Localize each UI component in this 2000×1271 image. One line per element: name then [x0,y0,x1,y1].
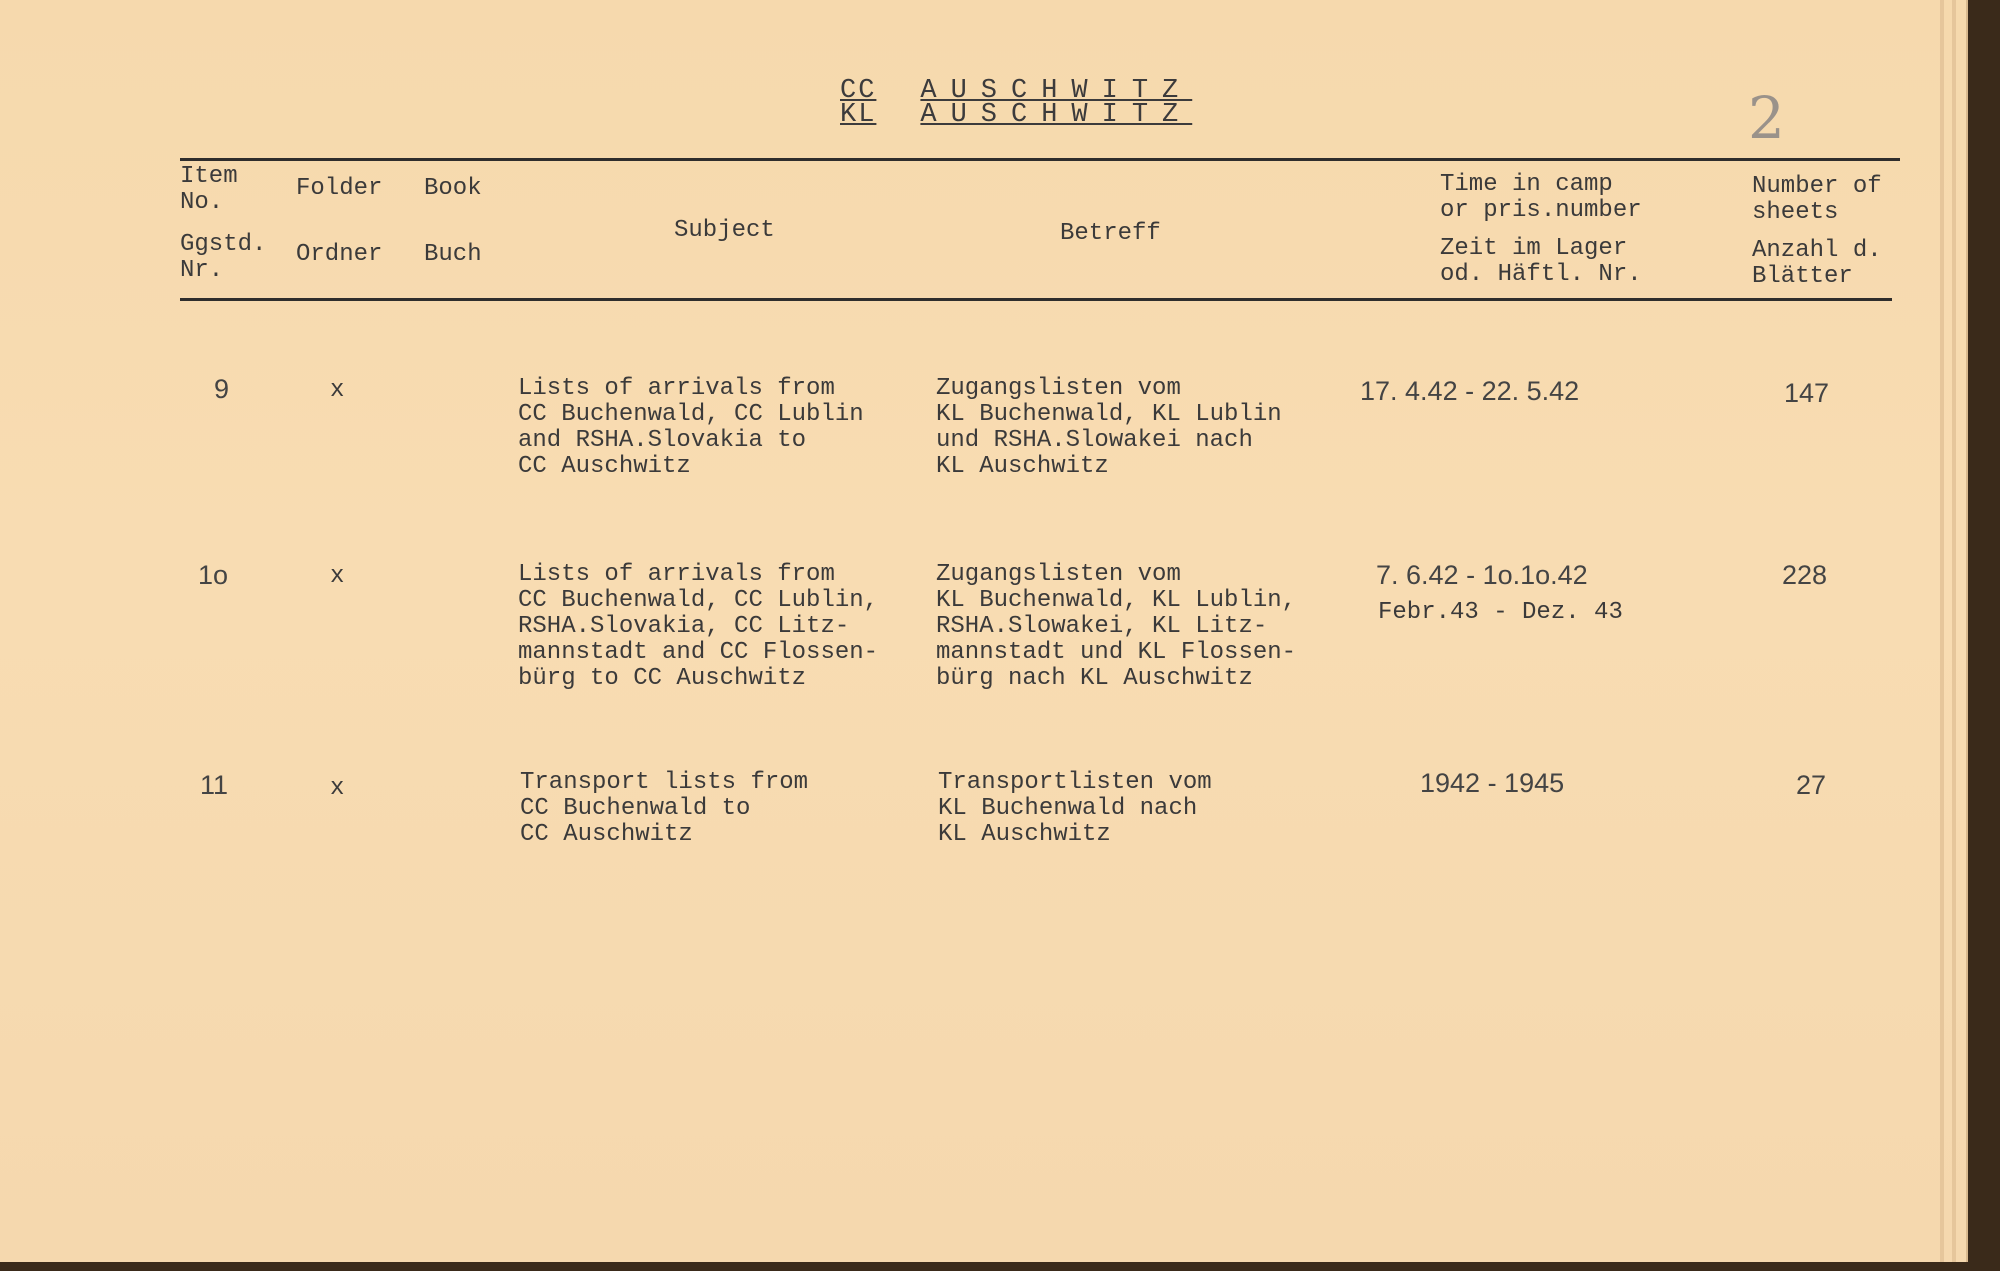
page-title-german [840,100,1192,130]
row-subject: Lists of arrivals from CC Buchenwald, CC Lublin, RSHA.Slovakia, CC Litz- mannstadt and CC Flossen- bürg to CC Auschwitz [518,561,879,692]
row-sheets: 27 [1796,770,1827,800]
header-folder-en: Folder [296,175,383,202]
header-item-en: Item No. [180,163,238,216]
header-book-en: Book [424,175,482,202]
row-item-number: 1o [198,560,229,590]
title-prefix-kl: KL [840,100,877,130]
row-item-number: 11 [200,770,229,800]
row-time: 17. 4.42 - 22. 5.42 [1360,376,1580,406]
header-folder-de: Ordner [296,241,383,268]
row-folder-mark: x [330,563,345,590]
header-item-de: Ggstd. Nr. [180,231,267,284]
page-number: 2 [1748,84,1785,152]
header-betreff: Betreff [1060,220,1161,247]
row-subject: Lists of arrivals from CC Buchenwald, CC Lublin and RSHA.Slovakia to CC Auschwitz [518,375,864,480]
row-betreff: Zugangslisten vom KL Buchenwald, KL Lublin, RSHA.Slowakei, KL Litz- mannstadt und KL Flossen- bürg nach KL Auschwitz [936,561,1297,692]
header-sheets-en: Number of sheets [1752,173,1882,226]
header-time-en: Time in camp or pris.number [1440,171,1642,224]
row-time: 7. 6.42 - 1o.1o.42 [1376,560,1588,590]
header-book-de: Buch [424,241,482,268]
row-sheets: 147 [1784,378,1830,408]
title-camp-name: AUSCHWITZ [920,76,1193,106]
header-bottom-rule [180,298,1892,301]
row-folder-mark: x [330,377,345,404]
title-camp-name-de: AUSCHWITZ [920,100,1193,130]
header-subject: Subject [674,217,775,244]
row-time: 1942 - 1945 [1420,768,1565,798]
row-sheets: 228 [1782,560,1828,590]
header-sheets-de: Anzahl d. Blätter [1752,237,1882,290]
title-prefix-cc: CC [840,76,877,106]
row-item-number: 9 [214,374,230,404]
row-betreff: Zugangslisten vom KL Buchenwald, KL Lublin und RSHA.Slowakei nach KL Auschwitz [936,375,1282,480]
row-folder-mark: x [330,775,345,802]
page-edge [1952,0,1956,1262]
row-betreff: Transportlisten vom KL Buchenwald nach KL Auschwitz [938,769,1212,848]
row-time-secondary: Febr.43 - Dez. 43 [1378,599,1623,626]
header-top-rule [180,158,1900,161]
row-subject: Transport lists from CC Buchenwald to CC Auschwitz [520,769,809,848]
page-edge [1940,0,1944,1262]
header-time-de: Zeit im Lager od. Häftl. Nr. [1440,235,1642,288]
